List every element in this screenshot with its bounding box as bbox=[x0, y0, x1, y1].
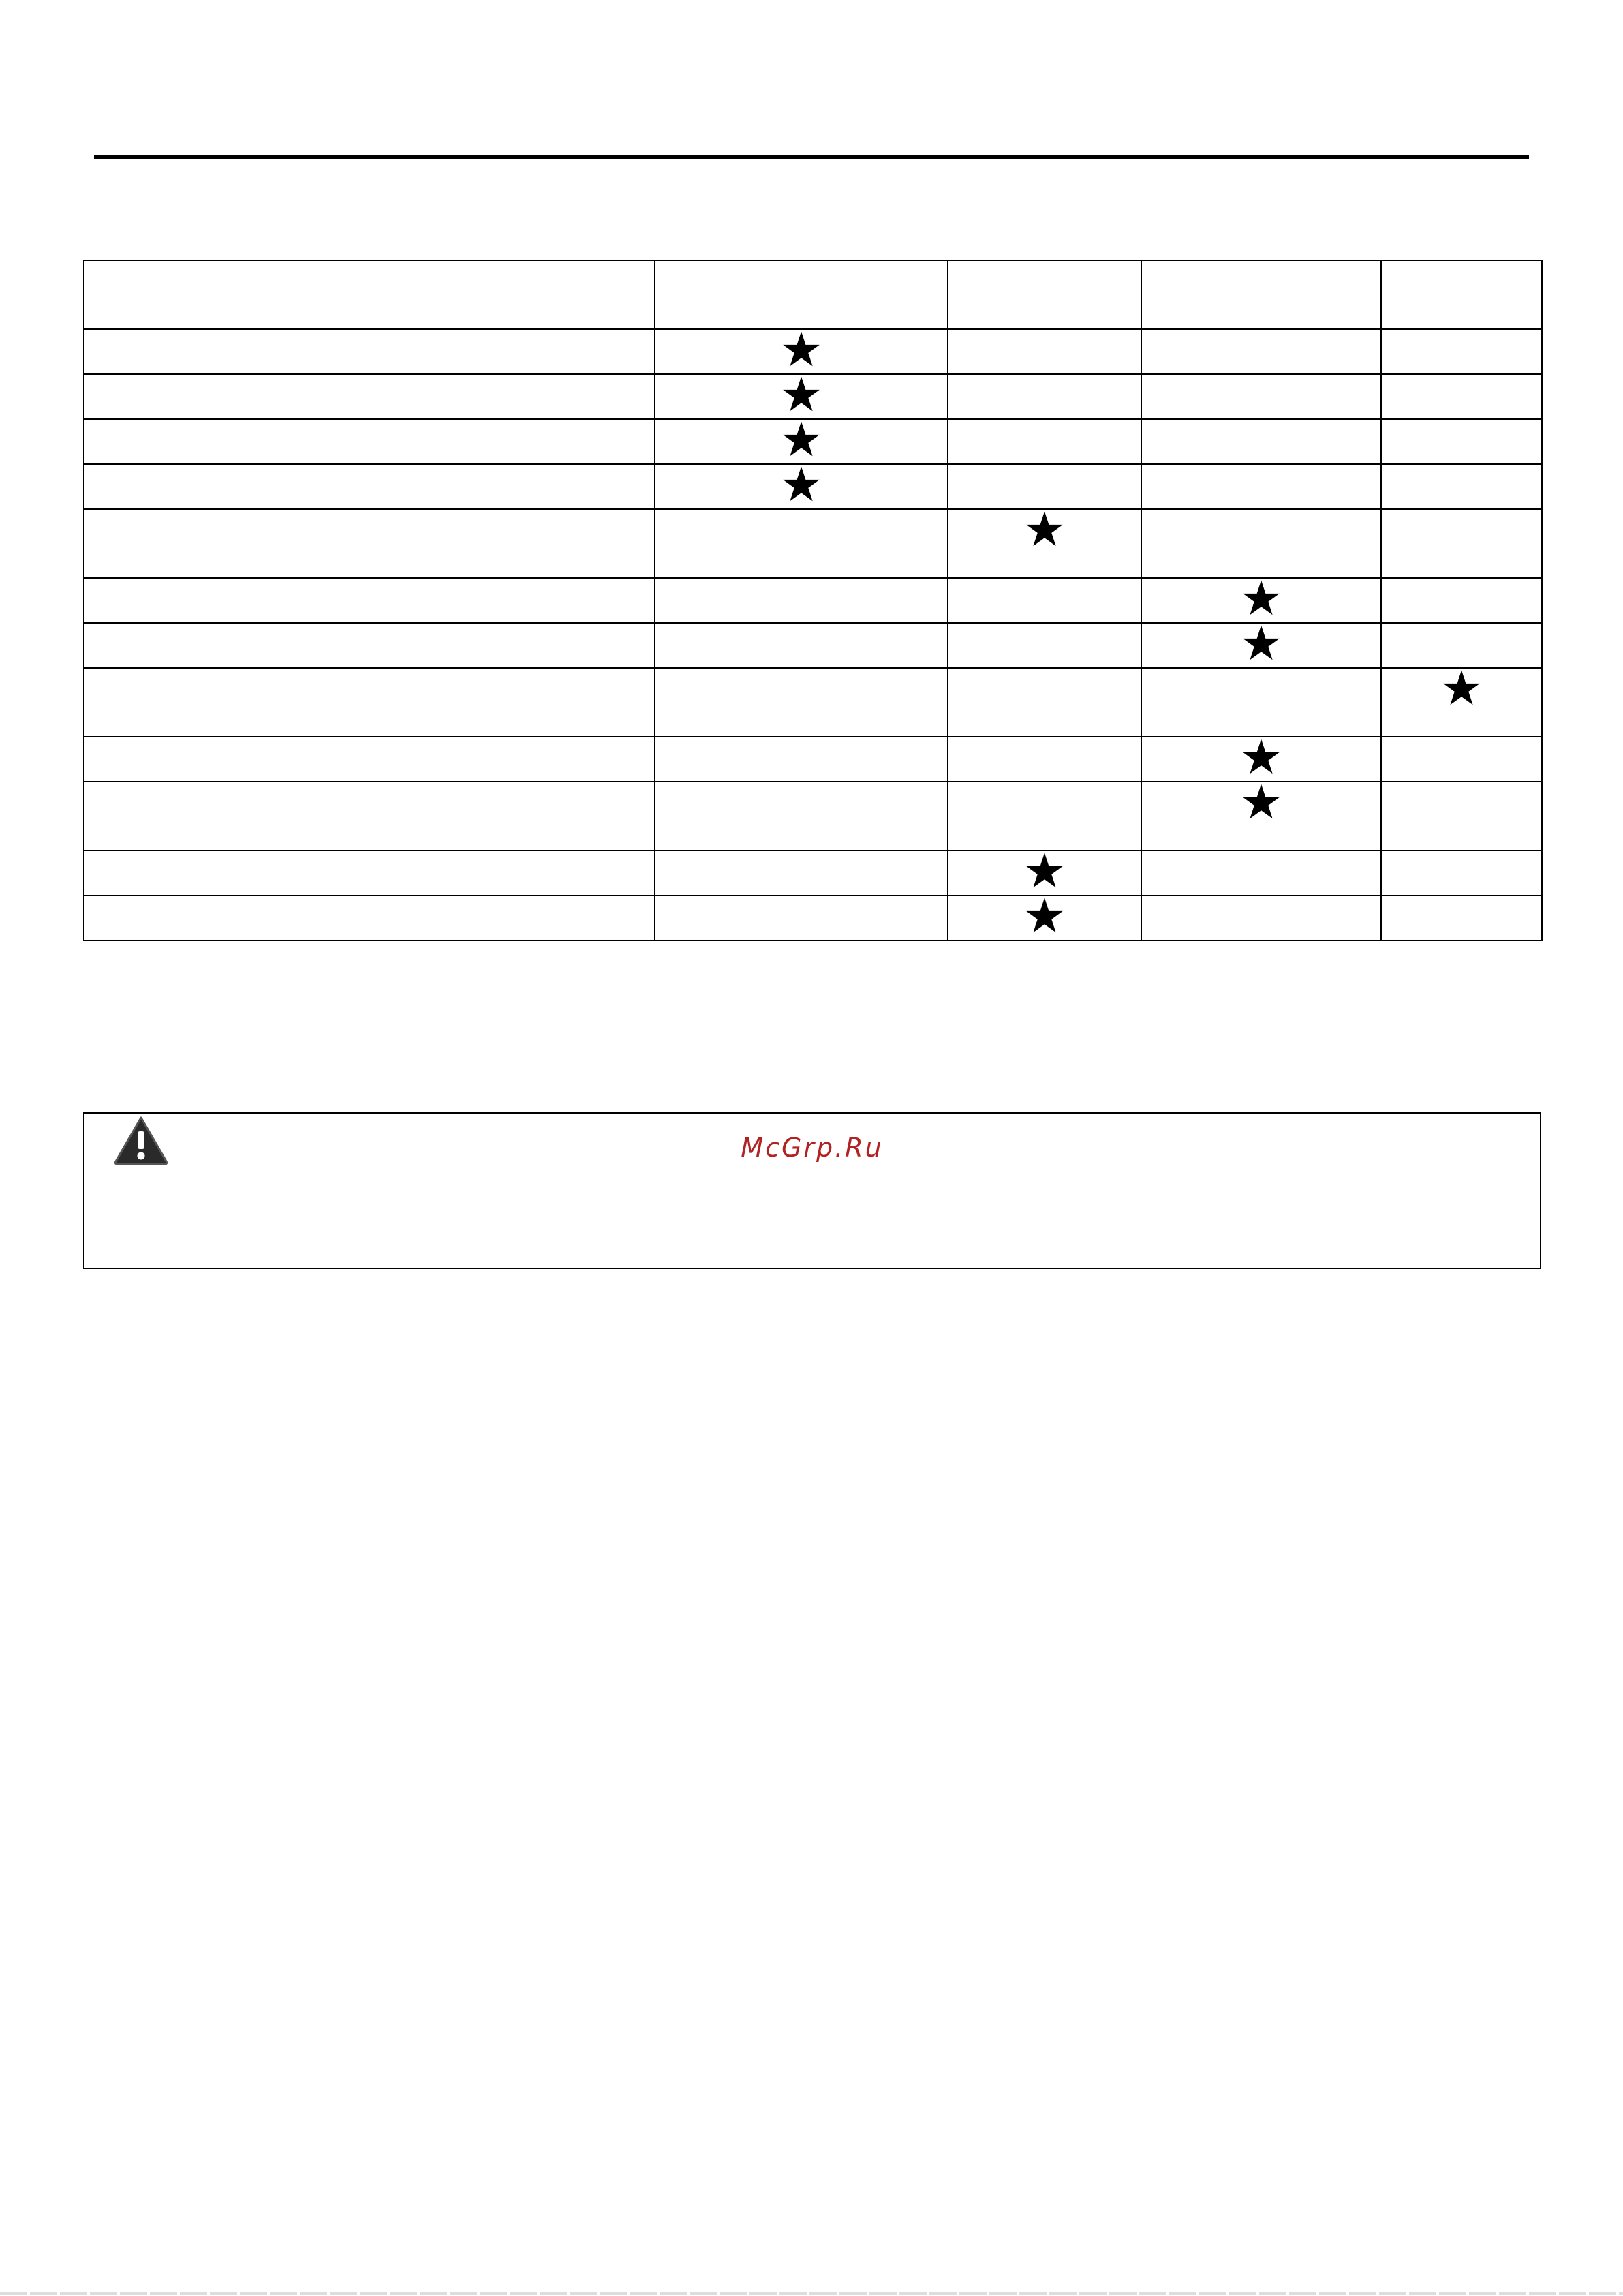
star-mark-icon: ★ bbox=[779, 412, 823, 468]
interval-cell-1 bbox=[655, 737, 948, 782]
interval-cell-3 bbox=[1141, 774, 1381, 851]
interval-cell-1 bbox=[655, 578, 948, 623]
star-mark-icon: ★ bbox=[1023, 502, 1066, 557]
star-mark-icon: ★ bbox=[779, 367, 823, 423]
item-label-cell bbox=[84, 623, 655, 668]
interval-cell-2 bbox=[948, 623, 1141, 668]
interval-cell-4 bbox=[1381, 737, 1542, 782]
item-label-cell bbox=[84, 737, 655, 782]
table-row bbox=[84, 737, 1542, 782]
interval-cell-4 bbox=[1381, 260, 1542, 329]
watermark-text: McGrp.Ru bbox=[741, 1133, 884, 1163]
schedule-table-body bbox=[84, 260, 1542, 944]
item-label-cell bbox=[84, 509, 655, 578]
interval-cell-4 bbox=[1381, 660, 1542, 737]
star-mark-icon: ★ bbox=[1239, 774, 1283, 830]
interval-cell-1 bbox=[655, 782, 948, 851]
interval-cell-2 bbox=[948, 782, 1141, 851]
star-mark-icon: ★ bbox=[1239, 570, 1283, 626]
interval-cell-4 bbox=[1381, 896, 1542, 940]
interval-cell-2 bbox=[948, 888, 1141, 944]
interval-cell-2 bbox=[948, 668, 1141, 737]
interval-cell-4 bbox=[1381, 782, 1542, 851]
table-row bbox=[84, 578, 1542, 623]
interval-cell-1 bbox=[655, 896, 948, 940]
item-label-cell bbox=[84, 329, 655, 374]
table-row bbox=[84, 509, 1542, 578]
interval-cell-2 bbox=[948, 260, 1141, 329]
table-row bbox=[84, 782, 1542, 851]
interval-cell-4 bbox=[1381, 851, 1542, 896]
interval-cell-3 bbox=[1141, 509, 1381, 578]
interval-cell-4 bbox=[1381, 329, 1542, 374]
interval-cell-4 bbox=[1381, 374, 1542, 419]
interval-cell-3 bbox=[1141, 668, 1381, 737]
item-label-cell bbox=[84, 464, 655, 509]
item-label-cell bbox=[84, 419, 655, 464]
star-mark-icon: ★ bbox=[1440, 660, 1483, 716]
interval-cell-4 bbox=[1381, 578, 1542, 623]
table-row bbox=[84, 851, 1542, 896]
interval-cell-4 bbox=[1381, 509, 1542, 578]
item-label-cell bbox=[84, 260, 655, 329]
interval-cell-3 bbox=[1141, 615, 1381, 671]
star-mark-icon: ★ bbox=[1023, 888, 1066, 944]
star-mark-icon: ★ bbox=[1239, 615, 1283, 671]
table-header-row bbox=[84, 260, 1542, 329]
interval-cell-2 bbox=[948, 374, 1141, 419]
interval-cell-3 bbox=[1141, 374, 1381, 419]
warning-box bbox=[83, 1112, 1541, 1269]
item-label-cell bbox=[84, 851, 655, 896]
interval-cell-1 bbox=[655, 668, 948, 737]
interval-cell-3 bbox=[1141, 329, 1381, 374]
item-label-cell bbox=[84, 374, 655, 419]
item-label-cell bbox=[84, 668, 655, 737]
table-row bbox=[84, 668, 1542, 737]
interval-cell-2 bbox=[948, 329, 1141, 374]
table-row bbox=[84, 464, 1542, 509]
interval-cell-1 bbox=[655, 851, 948, 896]
table-row bbox=[84, 623, 1542, 668]
star-mark-icon: ★ bbox=[779, 322, 823, 378]
item-label-cell bbox=[84, 578, 655, 623]
interval-cell-4 bbox=[1381, 464, 1542, 509]
item-label-cell bbox=[84, 896, 655, 940]
interval-cell-1 bbox=[655, 260, 948, 329]
item-label-cell bbox=[84, 782, 655, 851]
star-mark-icon: ★ bbox=[1239, 729, 1283, 785]
interval-cell-3 bbox=[1141, 464, 1381, 509]
interval-cell-2 bbox=[948, 419, 1141, 464]
star-mark-icon: ★ bbox=[1023, 843, 1066, 899]
interval-cell-3 bbox=[1141, 260, 1381, 329]
maintenance-schedule-table bbox=[83, 260, 1543, 944]
table-row bbox=[84, 896, 1542, 940]
interval-cell-2 bbox=[948, 502, 1141, 578]
bottom-edge-line bbox=[0, 2292, 1623, 2295]
interval-cell-2 bbox=[948, 737, 1141, 782]
interval-cell-3 bbox=[1141, 851, 1381, 896]
interval-cell-1 bbox=[655, 457, 948, 512]
interval-cell-1 bbox=[655, 623, 948, 668]
interval-cell-2 bbox=[948, 578, 1141, 623]
interval-cell-3 bbox=[1141, 419, 1381, 464]
star-mark-icon: ★ bbox=[779, 457, 823, 512]
interval-cell-3 bbox=[1141, 896, 1381, 940]
interval-cell-4 bbox=[1381, 419, 1542, 464]
header-rule bbox=[94, 155, 1529, 159]
interval-cell-1 bbox=[655, 509, 948, 578]
